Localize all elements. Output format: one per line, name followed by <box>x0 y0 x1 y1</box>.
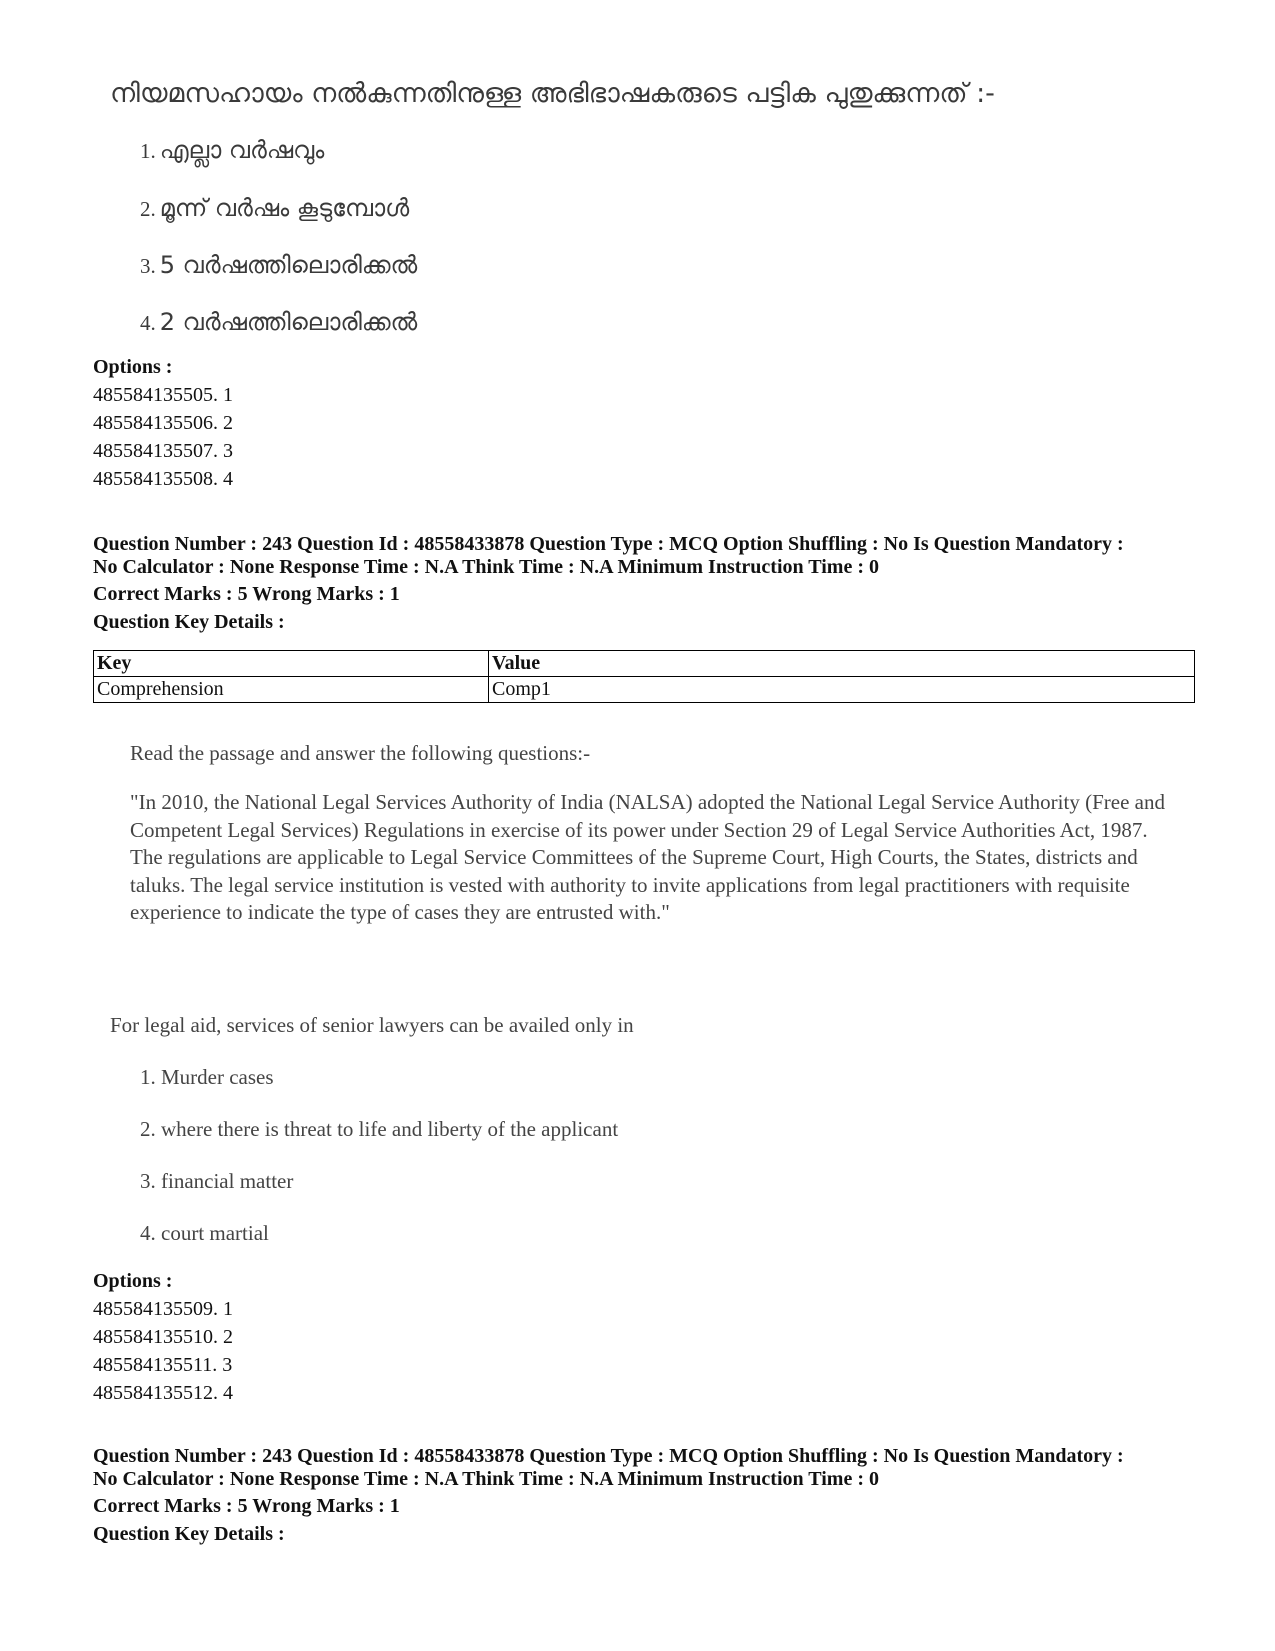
options-label: Options : <box>93 356 173 378</box>
option-id: 485584135505. 1 <box>93 384 233 406</box>
choice-3 <box>140 251 417 279</box>
choice-1 <box>140 136 324 164</box>
choice-text: 2 വർഷത്തിലൊരിക്കൽ <box>159 308 418 336</box>
choice-text: 5 വർഷത്തിലൊരിക്കൽ <box>159 251 418 279</box>
options-label: Options : <box>93 1270 173 1292</box>
choice-text: മൂന്ന് വർഷം കൂടുമ്പോൾ <box>159 194 410 222</box>
table-header-row <box>94 651 1195 677</box>
choice-4 <box>140 308 417 336</box>
choice-text: എല്ലാ വർഷവും <box>159 136 325 164</box>
question-meta <box>93 533 1213 579</box>
key-value-table <box>93 650 1195 703</box>
choice-3: 3. financial matter <box>140 1169 294 1193</box>
question-text-malayalam: നിയമസഹായം നൽകുന്നതിനുള്ള അഭിഭാഷകരുടെ പട്ടിക പുതുക്കുന്നത് :- <box>110 78 995 109</box>
choice-number: 1. <box>140 139 156 163</box>
question-meta-line: Question Number : 243 Question Id : 48558433878 Question Type : MCQ Option Shuffling : No Is Question Mandatory : <box>93 1445 1124 1467</box>
question-meta-line: No Calculator : None Response Time : N.A Think Time : N.A Minimum Instruction Time : 0 <box>93 1468 879 1490</box>
option-id: 485584135507. 3 <box>93 440 233 462</box>
table-header-value: Value <box>489 651 1195 677</box>
choice-1: 1. Murder cases <box>140 1065 274 1089</box>
choice-number: 3. <box>140 254 156 278</box>
table-cell-value: Comp1 <box>489 677 1195 703</box>
key-details-label: Question Key Details : <box>93 611 285 633</box>
choice-number: 2. <box>140 197 156 221</box>
table-cell-key: Comprehension <box>94 677 489 703</box>
question-meta-line: No Calculator : None Response Time : N.A Think Time : N.A Minimum Instruction Time : 0 <box>93 556 879 578</box>
key-details-label: Question Key Details : <box>93 1523 285 1545</box>
option-id: 485584135508. 4 <box>93 468 233 490</box>
choice-2 <box>140 194 409 222</box>
option-id: 485584135512. 4 <box>93 1382 233 1404</box>
table-header-key: Key <box>94 651 489 677</box>
choice-2: 2. where there is threat to life and liberty of the applicant <box>140 1117 619 1141</box>
passage-heading: Read the passage and answer the following questions:- <box>130 741 591 765</box>
option-id: 485584135509. 1 <box>93 1298 233 1320</box>
passage-text: "In 2010, the National Legal Services Authority of India (NALSA) adopted the National Legal Service Authority (Free and Competent Legal Services) Regulations in exercise of its power under Section 29 of Legal Service Authorities Act, 1987. The regulations are applicable to Legal Service Committees of the Supreme Court, High Courts, the States, districts and taluks. The legal service institution is vested with authority to invite applications from legal practitioners with requisite experience to indicate the type of cases they are entrusted with." <box>130 790 1165 924</box>
choice-number: 4. <box>140 311 156 335</box>
marks-line: Correct Marks : 5 Wrong Marks : 1 <box>93 1495 400 1517</box>
table-row <box>94 677 1195 703</box>
question-meta <box>93 1445 1213 1491</box>
question-meta-line: Question Number : 243 Question Id : 48558433878 Question Type : MCQ Option Shuffling : No Is Question Mandatory : <box>93 533 1124 555</box>
marks-line: Correct Marks : 5 Wrong Marks : 1 <box>93 583 400 605</box>
choice-4: 4. court martial <box>140 1221 269 1245</box>
option-id: 485584135506. 2 <box>93 412 233 434</box>
option-id: 485584135510. 2 <box>93 1326 233 1348</box>
option-id: 485584135511. 3 <box>93 1354 233 1376</box>
question-text: For legal aid, services of senior lawyers can be availed only in <box>110 1013 634 1037</box>
